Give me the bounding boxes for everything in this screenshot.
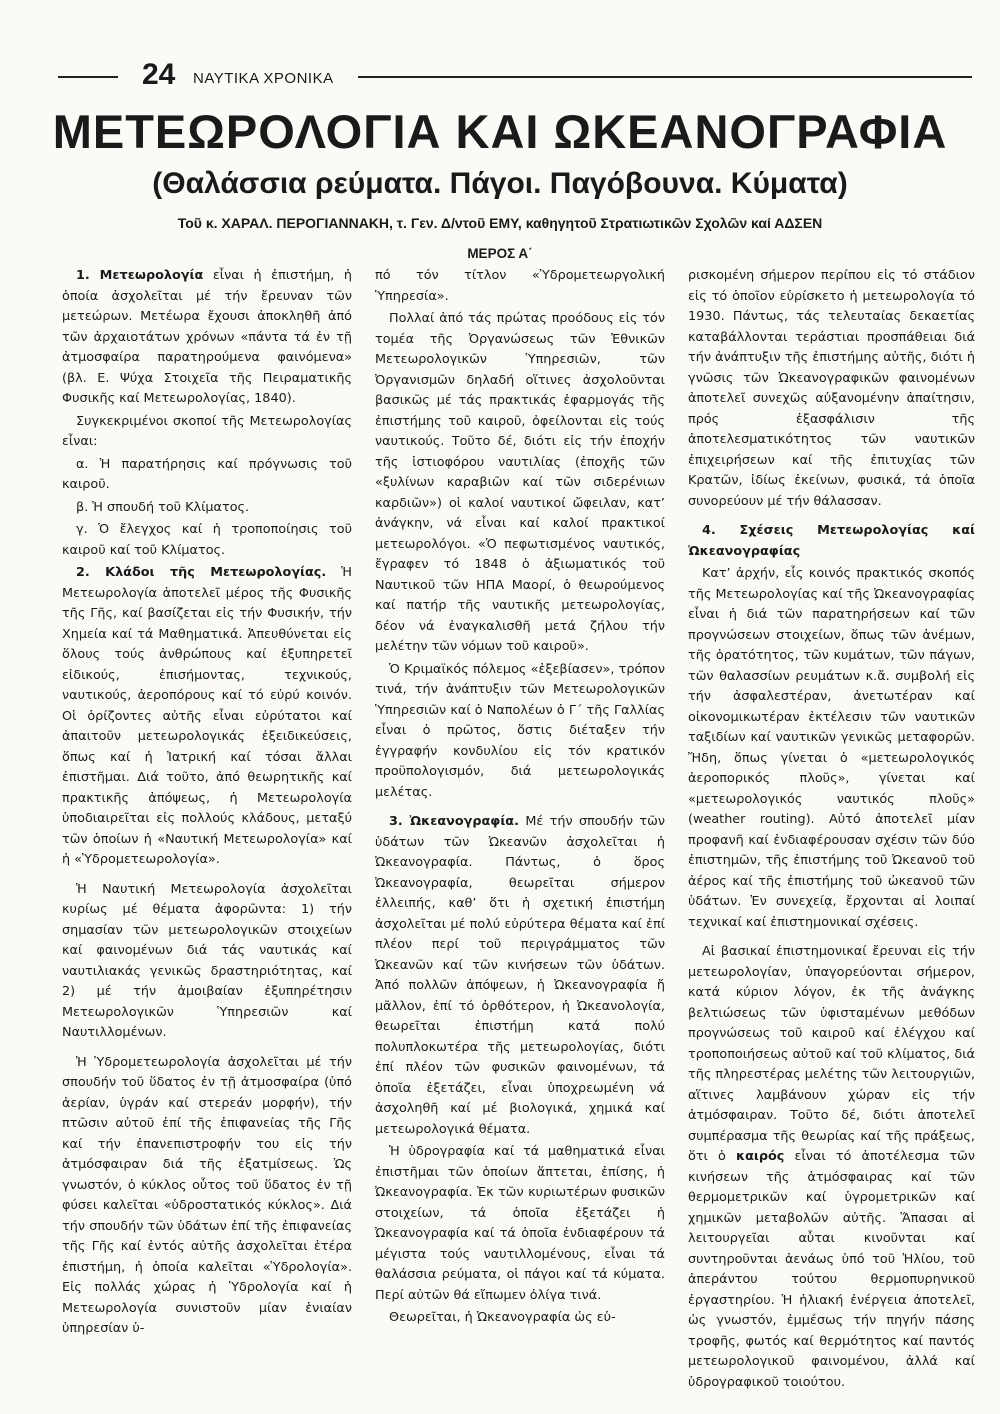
paragraph: Ἡ ὑδρογραφία καί τά μαθηματικά εἶναι ἐπιστῆμαι τῶν ὁποίων ἅπτεται, ἐπίσης, ἡ Ὠκεανογραφία. Ἐκ τῶν κυριωτέρων φυσικῶν στοιχείων, τά ὁποῖα ἐξετάζει ἡ Ὠκεανογραφία καί τά ὁποῖα ἐνδιαφέρουν τά μέγιστα τούς ναυτιλλομένους, εἶναι τά θαλάσσια ρεύματα, οἱ πάγοι καί τά κύματα. Περί αὐτῶν θά εἴπωμεν ὀλίγα τινά. xyxy=(375,1144,665,1303)
paragraph: ρισκομένη σήμερον περίπου εἰς τό στάδιον εἰς τό ὁποῖον εὑρίσκετο ἡ μετεωρολογία τό 1930. Πάντως, τάς τελευταίας δεκαετίας καταβάλλονται τεράστιαι προσπάθειαι διά τήν ἀνάπτυξιν τῆς ἐπιστήμης αὐτῆς, διότι ἡ γνῶσις τῶν Ὠκεανογραφικῶν φαινομένων ἀποτελεῖ συνεχῶς αὐξανομένην ἀπαίτησιν, πρός ἐξασφάλισιν τῆς ἀποτελεσματικότητος τῶν ναυτικῶν ἐπιχειρήσεων καί τῆς ἐπιτυχίας τῶν Κρατῶν, ἰδίως ἐκείνων, φυσικά, τά ὁποῖα συνορεύουν μέ τήν θάλασσαν. xyxy=(688,268,975,509)
page-number: 24 xyxy=(142,58,176,91)
article-title: ΜΕΤΕΩΡΟΛΟΓΙΑ ΚΑΙ ΩΚΕΑΝΟΓΡΑΦΙΑ xyxy=(52,105,948,158)
article-subtitle: (Θαλάσσια ρεύματα. Πάγοι. Παγόβουνα. Κύματα) xyxy=(152,167,848,200)
list-item: α. Ἡ παρατήρησις καί πρόγνωσις τοῦ καιροῦ. xyxy=(62,456,352,492)
paragraph xyxy=(688,521,975,562)
section-heading: 1. Μετεωρολογία xyxy=(76,268,204,283)
list-item: γ. Ὁ ἔλεγχος καί ἡ τροποποίησις τοῦ καιροῦ καί τοῦ Κλίματος. xyxy=(62,522,352,558)
paragraph xyxy=(62,563,352,871)
paragraph xyxy=(62,266,352,410)
section-heading: 3. Ὠκεανογραφία. xyxy=(389,814,519,829)
paragraph: Κατ’ ἀρχήν, εἷς κοινός πρακτικός σκοπός τῆς Μετεωρολογίας καί τῆς Ὠκεανογραφίας εἶναι ἡ διά τῶν παρατηρήσεων καί τῶν προγνώσεων στοιχείων, ὅπως τῶν ἀνέμων, τῆς ὁρατότητος, τῶν κυμάτων, τῶν πάγων, τῶν θαλασσίων ρευμάτων κ.ἄ. συμβολή εἰς τήν ἀσφαλεστέραν, ἀνετωτέραν καί οἰκονομικωτέραν ἐκτέλεσιν τῶν ναυτικῶν ταξιδίων καί ναυτικῶν γενικῶς μεταφορῶν. Ἤδη, ὅπως γίνεται ὁ «μετεωρολογικός ἀεροπορικός πλοῦς», γίνεται καί «μετεωρολογικός ναυτικός πλοῦς» (weather routing). Αὐτό ἀποτελεῖ μίαν προφανῆ καί ἐνδιαφέρουσαν σχέσιν τῶν δύο ἐπιστημῶν, τῆς ἐπιστήμης τοῦ Ὠκεανοῦ τοῦ ἀέρος καί τῆς ἐπιστήμης τοῦ ὠκεανοῦ τῶν ὑδάτων. Ἐν συνεχείᾳ, ἔρχονται αἱ λοιπαί τεχνικαί καί ἐπιστημονικαί σχέσεις. xyxy=(688,566,975,930)
list-item: β. Ἡ σπουδή τοῦ Κλίματος. xyxy=(76,499,250,515)
text-column-3 xyxy=(688,266,975,1395)
paragraph-text: Ἡ Μετεωρολογία ἀποτελεῖ μέρος τῆς Φυσικῆς τῆς Γῆς, καί βασίζεται εἰς τήν Φυσικήν, τήν Χημεία καί τά Μαθηματικά. Ἀπευθύνεται εἰς ὅλους τούς ἀνθρώπους καί ἐξυπηρετεῖ εἰδικούς, ἐπισήμοντας, τεχνικούς, ναυτικούς, ἀεροπόρους καί τό εὐρύ κοινόν. Οἱ ὁρίζοντες αὐτῆς εἶναι εὐρύτατοι καί ἀπαιτοῦν μετεωρολογικάς ἐξειδικεύσεις, ὅπως καί ἡ Ἰατρική καί τόσαι ἄλλαι ἐπιστῆμαι. Διά τοῦτο, ἀπό θεωρητικῆς καί πρακτικῆς ἀπόψεως, ἡ Μετεωρολογία ὑποδιαιρεῖται εἰς πολλούς κλάδους, μεταξύ τῶν ὁποίων ἡ «Ναυτική Μετεωρολογία» καί ἡ «Ὑδρομετεωρολογία». xyxy=(62,565,352,867)
magazine-name: ΝΑΥΤΙΚΑ ΧΡΟΝΙΚΑ xyxy=(193,70,334,87)
paragraph xyxy=(375,812,665,1140)
emphasis: καιρός xyxy=(735,1149,785,1164)
paragraph: Ἡ Ὑδρομετεωρολογία ἀσχολεῖται μέ τήν σπουδήν τοῦ ὕδατος ἐν τῇ ἀτμοσφαίρα (ὑπό ἀερίαν, ὑγράν καί στερεάν μορφήν), τήν πτῶσιν αὐτοῦ ἐπί τῆς ἐπιφανείας τῆς Γῆς καί τήν ἐπανεπιστροφήν του εἰς τήν ἀτμόσφαιραν διά τῆς ἐξατμίσεως. Ὡς γνωστόν, ὁ κύκλος οὗτος τοῦ ὕδατος ἐν τῇ φύσει καλεῖται «ὑδροστατικός κύκλος». Διά τήν σπουδήν τῶν ὑδάτων ἐπί τῆς ἐπιφανείας τῆς Γῆς καί ἐντός αὐτῆς ἀσχολεῖται ἑτέρα ἐπιστήμη, ἡ ὁποία καλεῖται «Ὑδρολογία». Εἰς πολλάς χώρας ἡ Ὑδρολογία καί ἡ Μετεωρολογία συνιστοῦν μίαν ἑνιαίαν ὑπηρεσίαν ὑ- xyxy=(62,1054,352,1336)
paragraph: Πολλαί ἀπό τάς πρώτας προόδους εἰς τόν τομέα τῆς Ὀργανώσεως τῶν Ἐθνικῶν Μετεωρολογικῶν Ὑπηρεσιῶν, τῶν Ὀργανισμῶν δηλαδή οἵτινες ἀσχολοῦνται βασικῶς μέ τάς πρακτικάς ἐφαρμογάς τῆς ἐπιστήμης τοῦ καιροῦ, ὀφείλονται εἰς τούς ναυτικούς. Τοῦτο δέ, διότι εἰς τήν ἐποχήν τῆς ἱστιοφόρου ναυτιλίας (ἐποχῆς τῶν «ξυλίνων καραβιῶν καί τῶν σιδερένιων καρδιῶν») οἱ καλοί ναυτικοί ὤφειλαν, κατ’ ἀνάγκην, νά εἶναι καί καλοί πρακτικοί μετεωρολόγοι. «Ὁ πεφωτισμένος ναυτικός, ἔγραφεν τό 1848 ὁ ἀξιωματικός τοῦ Ναυτικοῦ τῶν ΗΠΑ Μαορί, ὁ θεωρούμενος καί πατήρ τῆς ναυτικῆς μετεωρολογίας, δέον νά ἐναγκαλισθῆ μετά ζήλου τήν μελέτην τῶν νόμων τοῦ καιροῦ». xyxy=(375,311,665,654)
article-author: Τοῦ κ. ΧΑΡΑΛ. ΠΕΡΟΓΙΑΝΝΑΚΗ, τ. Γεν. Δ/ντοῦ ΕΜΥ, καθηγητοῦ Στρατιωτικῶν Σχολῶν καί ΑΔΣΕΝ xyxy=(177,215,823,231)
text-column-1 xyxy=(62,266,352,1342)
section-heading: 2. Κλάδοι τῆς Μετεωρολογίας. xyxy=(76,565,327,580)
paragraph: Συγκεκριμένοι σκοποί τῆς Μετεωρολογίας εἶναι: xyxy=(62,413,352,449)
paragraph xyxy=(688,942,975,1393)
paragraph-text: Αἱ βασικαί ἐπιστημονικαί ἔρευναι εἰς τήν μετεωρολογίαν, ὑπαγορεύονται σήμερον, κατά κύριον λόγον, ἐκ τῆς ἀνάγκης βελτιώσεως τῶν ὑφισταμένων μεθόδων προγνώσεως τοῦ καιροῦ καί ἐλέγχου καί τροποποιήσεως αὐτοῦ καί τοῦ κλίματος, διά τῆς πληρεστέρας μελέτης τῶν λειτουργιῶν, αἵτινες λαμβάνουν χώραν εἰς τήν ἀτμόσφαιραν. Τοῦτο δέ, διότι ἀποτελεῖ συμπέρασμα τῆς θεωρίας καί τῆς πράξεως, ὅτι ὁ xyxy=(688,944,975,1164)
paragraph: Ἡ Ναυτική Μετεωρολογία ἀσχολεῖται κυρίως μέ θέματα ἀφορῶντα: 1) τήν σημασίαν τῶν μετεωρολογικῶν στοιχείων καί φαινομένων διά τάς ναυτικάς καί ναυτιλιακάς γενικῶς δραστηριότητας, καί 2) μέ τήν ἀμοιβαίαν ἐξυπηρέτησιν Μετεωρολογικῶν Ὑπηρεσιῶν καί Ναυτιλλομένων. xyxy=(62,881,352,1040)
header-rule-right xyxy=(358,76,972,78)
paragraph-text: εἶναι τό ἀποτέλεσμα τῶν κινήσεων τῆς ἀτμόσφαιρας καί τῶν θερμομετρικῶν καί ὑγρομετρικῶν καί χημικῶν μεταβολῶν αὐτῆς. Ἅπασαι αἱ λειτουργεῖαι αὗται κινοῦνται καί συντηροῦνται ἀενάως ὑπό τοῦ Ἡλίου, τοῦ ἀπεράντου τούτου θερμοπυρηνικοῦ ἐργαστηρίου. Ἡ ἡλιακή ἐνέργεια ἀποτελεῖ, ὡς γνωστόν, ἐμμέσως τήν πηγήν πάσης τροφῆς, φωτός καί θερμότητος καί παντός μετεωρολογικοῦ φαινομένου, ἀλλά καί ὑδρογραφικοῦ τοιούτου. xyxy=(688,1149,975,1390)
paragraph-text: Μέ τήν σπουδήν τῶν ὑδάτων τῶν Ὠκεανῶν ἀσχολεῖται ἡ Ὠκεανογραφία. Πάντως, ὁ ὅρος Ὠκεανογραφία, θεωρεῖται σήμερον ἐλλειπής, καθ’ ὅτι ἡ σχετική ἐπιστήμη ἀσχολεῖται μέ πολύ εὐρύτερα θέματα καί ἐπί πλέον περί τοῦ περιγράμματος τῶν Ὠκεανῶν καί τῶν κινήσεων τῶν ὑδάτων. Ἀπό πολλῶν ἀπόψεων, ἡ Ὠκεανογραφία ἤ μᾶλλον, ἐπί τό ὀρθότερον, ἡ Ὠκεανολογία, θεωρεῖται ἐπιστήμη κατά πολύ πολυπλοκωτέρα τῆς μετεωρολογίας, διότι ἐπί πλέον τῶν φυσικῶν φαινομένων, τά ὁποῖα ἐξετάζει, εἶναι ὑποχρεωμένη νά ἀσχοληθῆ καί μέ βιολογικά, χημικά καί μετεωρολογικά θέματα. xyxy=(375,814,665,1137)
text-column-2 xyxy=(375,266,665,1331)
section-heading: 4. Σχέσεις Μετεωρολογίας καί Ὠκεανογραφίας xyxy=(688,523,975,559)
paragraph: Ὁ Κριμαϊκός πόλεμος «ἐξεβίασεν», τρόπον τινά, τήν ἀνάπτυξιν τῶν Μετεωρολογικῶν Ὑπηρεσιῶν καί ὁ Ναπολέων ὁ Γ΄ τῆς Γαλλίας εἶναι ὁ πρῶτος, ὅστις διέταξεν τήν ἐγγραφήν κονδυλίου εἰς τόν κρατικόν προϋπολογισμόν, διά μετεωρολογικάς μελέτας. xyxy=(375,661,665,800)
paragraph-text: εἶναι ἡ ἐπιστήμη, ἡ ὁποία ἀσχολεῖται μέ τήν ἔρευναν τῶν μετεώρων. Μετέωρα ἔχουσι ἀποκληθῆ ἀπό τῶν ἀρχαιοτάτων χρόνων «πάντα τά ἐν τῇ ἀτμοσφαίρα παρατηρούμενα φαινόμενα» (βλ. Ε. Ψύχα Στοιχεῖα τῆς Πειραματικῆς Φυσικῆς καί Μετεωρολογίας, 1840). xyxy=(62,268,352,406)
page-header xyxy=(58,58,972,98)
paragraph: πό τόν τίτλον «Ὑδρομετεωργολική Ὑπηρεσία». xyxy=(375,268,665,304)
article-part: ΜΕΡΟΣ Α΄ xyxy=(467,246,533,261)
header-rule-left xyxy=(58,76,118,78)
paragraph: Θεωρεῖται, ἡ Ὠκεανογραφία ὡς εὑ- xyxy=(389,1310,616,1325)
